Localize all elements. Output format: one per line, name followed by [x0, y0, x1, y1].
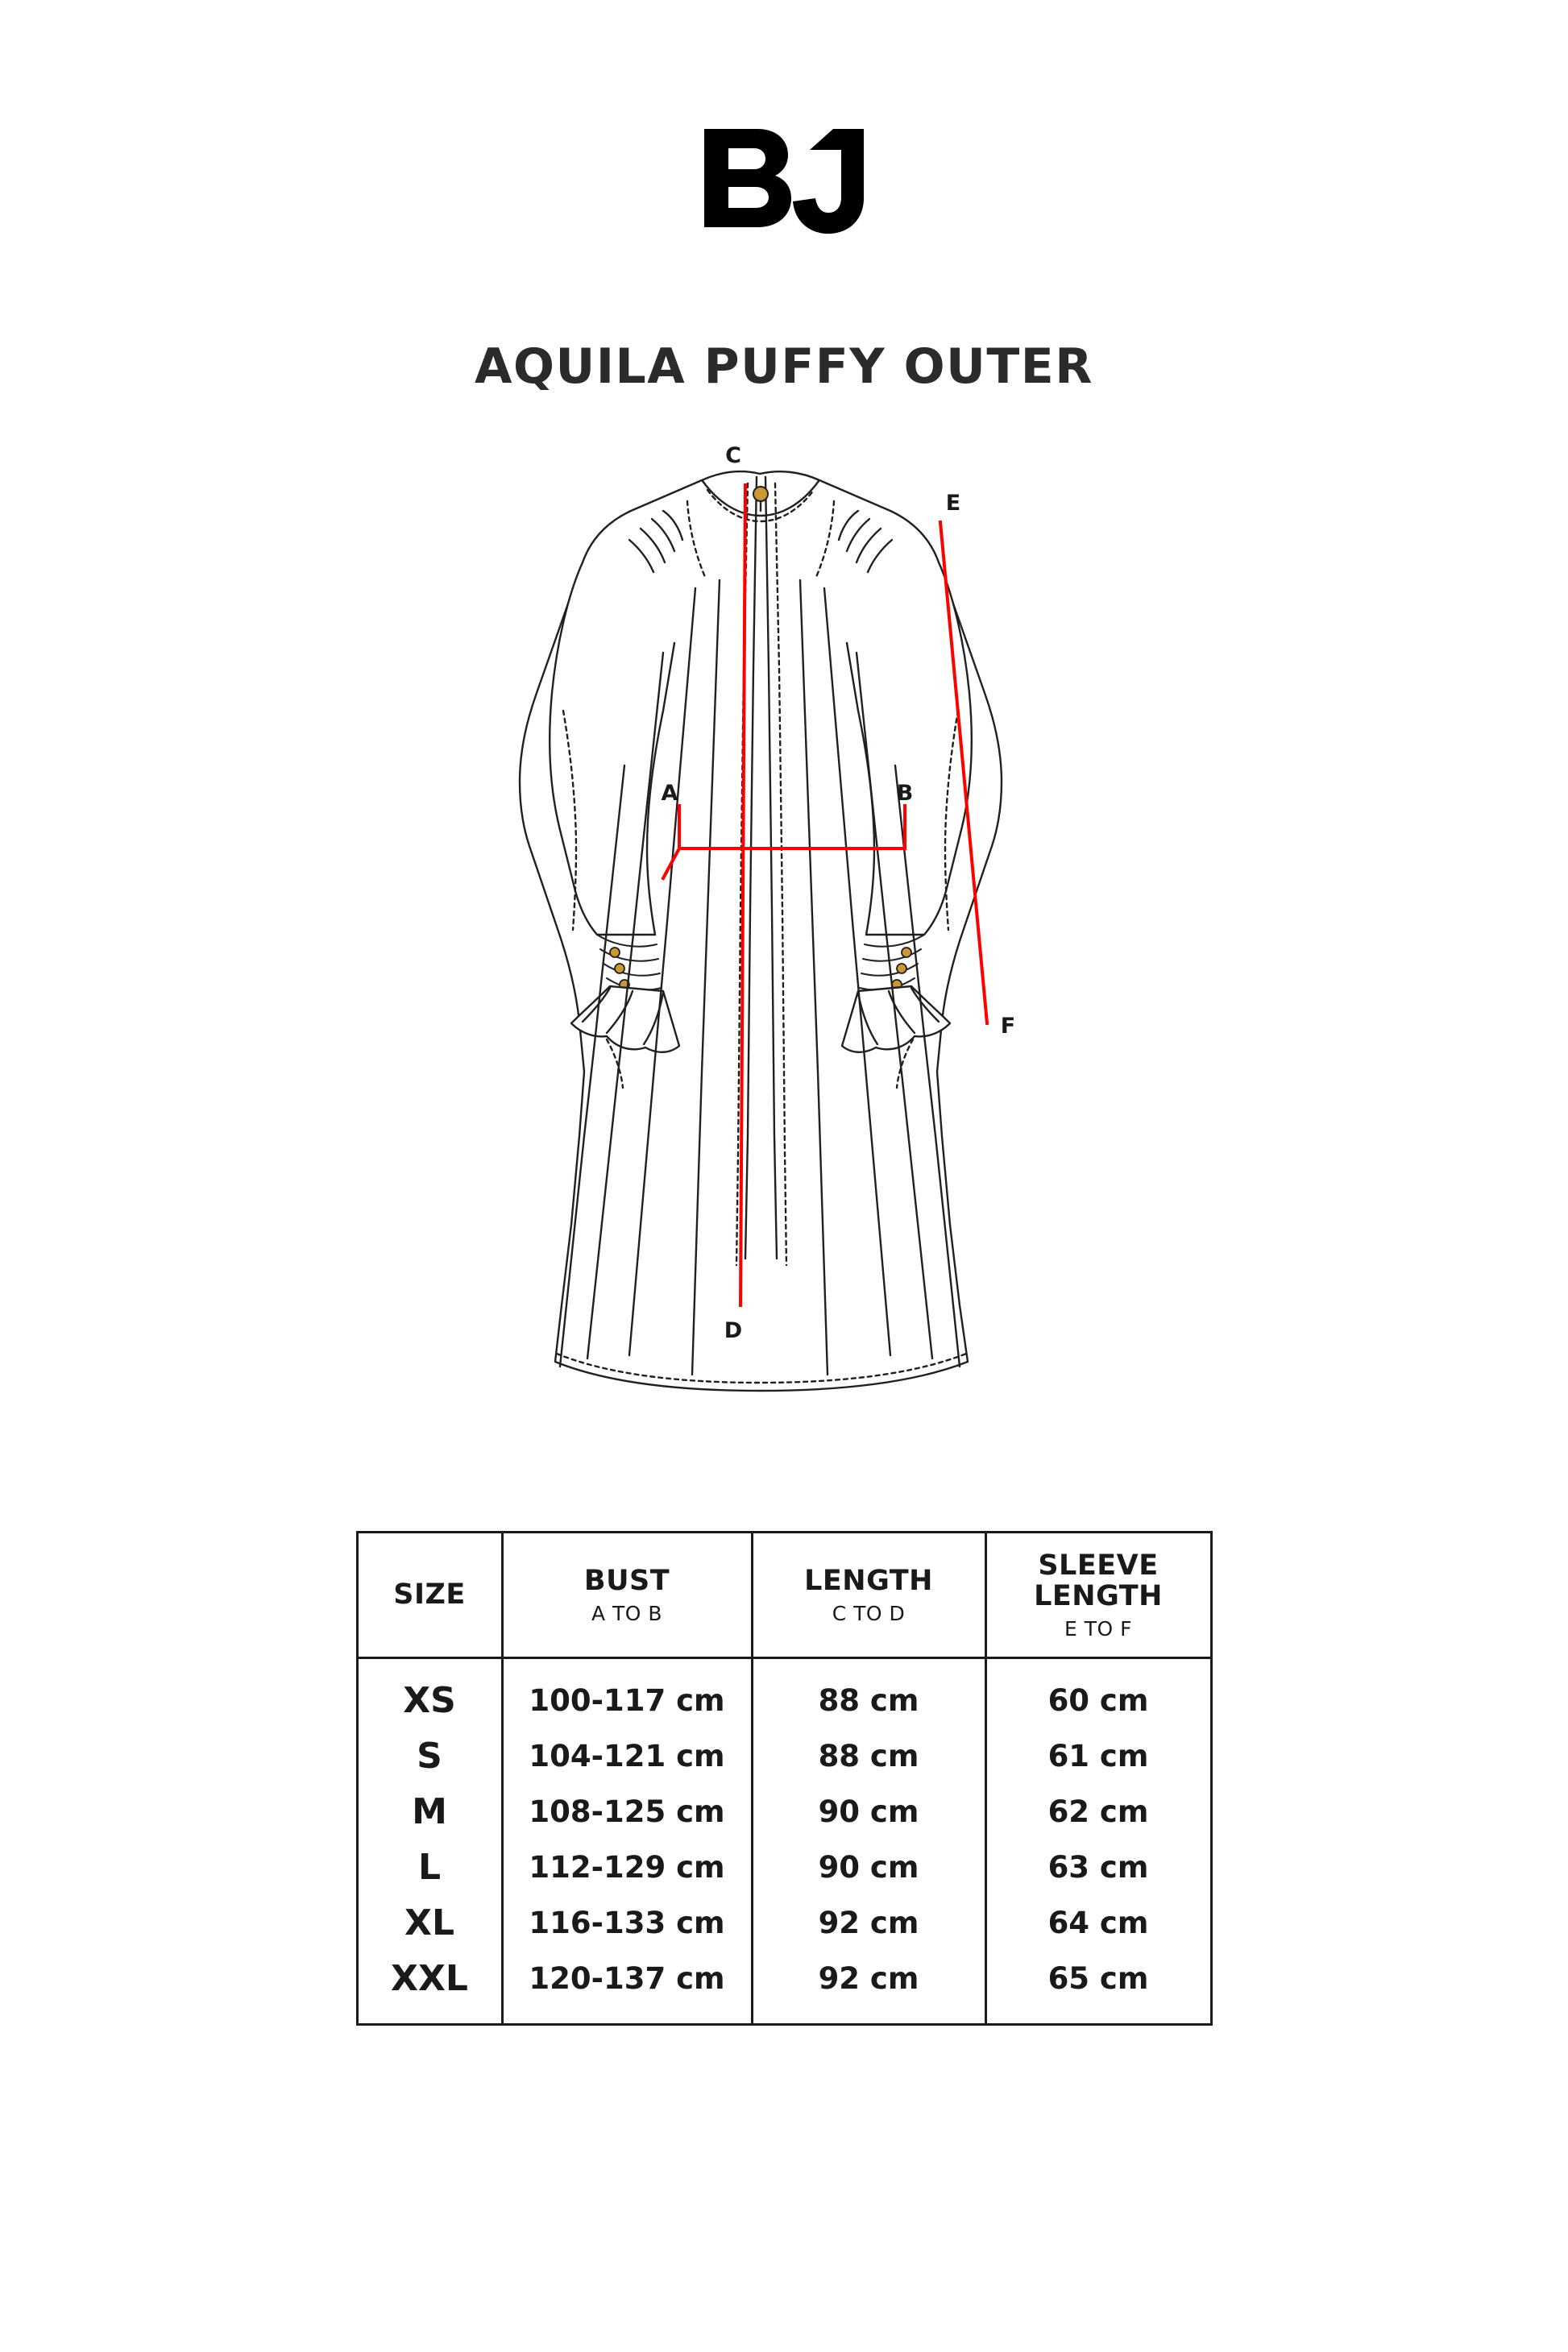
- table-row: [357, 1784, 1211, 1840]
- bj-logo-icon: [699, 121, 869, 250]
- cuff-button-left-2: [615, 964, 624, 973]
- marker-e: E: [945, 491, 961, 516]
- column-header-sleeve-sub: E TO F: [1064, 1616, 1133, 1641]
- cell-bust: 100-117 cm: [502, 1657, 752, 1728]
- cell-length: 90 cm: [752, 1840, 985, 1895]
- size-chart-container: [0, 1531, 1568, 2026]
- column-header-length: [752, 1533, 985, 1658]
- cell-length: 92 cm: [752, 1951, 985, 2025]
- table-row: [357, 1951, 1211, 2025]
- column-header-length-label: LENGTH: [804, 1564, 933, 1597]
- cell-size: XL: [357, 1895, 502, 1951]
- garment-diagram: [0, 427, 1568, 1434]
- cell-length: 88 cm: [752, 1657, 985, 1728]
- cuff-button-right-2: [897, 964, 906, 973]
- zipper-pull: [753, 487, 768, 501]
- column-header-bust-label: BUST: [583, 1564, 670, 1597]
- cell-sleeve: 60 cm: [985, 1657, 1211, 1728]
- marker-a: A: [661, 781, 678, 806]
- cuff-button-right-1: [902, 948, 911, 957]
- column-header-size: [357, 1533, 502, 1658]
- cell-size: XXL: [357, 1951, 502, 2025]
- table-row: [357, 1728, 1211, 1784]
- cell-bust: 108-125 cm: [502, 1784, 752, 1840]
- cuff-button-left-1: [610, 948, 620, 957]
- cell-size: S: [357, 1728, 502, 1784]
- cell-sleeve: 62 cm: [985, 1784, 1211, 1840]
- marker-f: F: [1000, 1014, 1016, 1039]
- cell-sleeve: 64 cm: [985, 1895, 1211, 1951]
- cell-bust: 104-121 cm: [502, 1728, 752, 1784]
- cell-bust: 120-137 cm: [502, 1951, 752, 2025]
- column-header-sleeve-label: SLEEVE LENGTH: [1034, 1549, 1163, 1612]
- column-header-bust: [502, 1533, 752, 1658]
- marker-b: B: [896, 781, 914, 806]
- marker-c: C: [725, 443, 741, 468]
- cell-size: M: [357, 1784, 502, 1840]
- header-row: [357, 1533, 1211, 1658]
- cell-bust: 116-133 cm: [502, 1895, 752, 1951]
- page-title: AQUILA PUFFY OUTER: [475, 338, 1093, 395]
- cell-size: L: [357, 1840, 502, 1895]
- table-row: [357, 1657, 1211, 1728]
- cell-length: 92 cm: [752, 1895, 985, 1951]
- marker-d: D: [724, 1318, 743, 1343]
- cell-length: 90 cm: [752, 1784, 985, 1840]
- bj-logo: [699, 121, 869, 250]
- cell-bust: 112-129 cm: [502, 1840, 752, 1895]
- cell-sleeve: 63 cm: [985, 1840, 1211, 1895]
- size-chart-body: [357, 1657, 1211, 2024]
- size-chart-table: [356, 1531, 1213, 2026]
- cell-sleeve: 65 cm: [985, 1951, 1211, 2025]
- column-header-bust-sub: A TO B: [591, 1601, 663, 1625]
- column-header-size-label: SIZE: [393, 1578, 466, 1612]
- cell-length: 88 cm: [752, 1728, 985, 1784]
- cell-sleeve: 61 cm: [985, 1728, 1211, 1784]
- table-row: [357, 1895, 1211, 1951]
- column-header-length-sub: C TO D: [832, 1601, 906, 1625]
- cell-size: XS: [357, 1657, 502, 1728]
- table-row: [357, 1840, 1211, 1895]
- logo-container: [0, 0, 1568, 250]
- column-header-sleeve: [985, 1533, 1211, 1658]
- garment-diagram-svg: [341, 427, 1227, 1434]
- size-chart-header: [357, 1533, 1211, 1658]
